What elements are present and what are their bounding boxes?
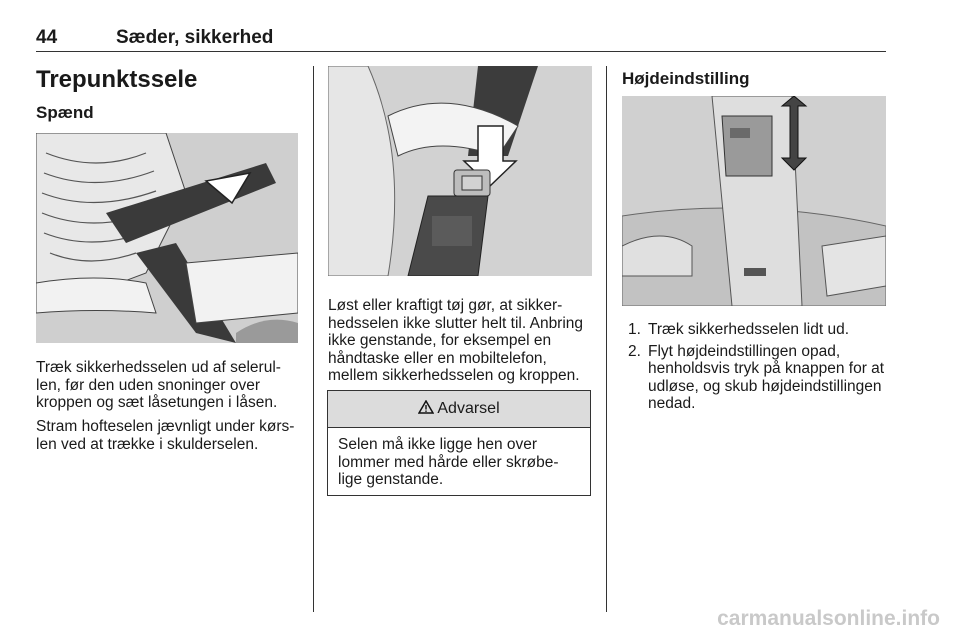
subheading-buckle: Spænd <box>36 103 94 122</box>
list-item: 2. Flyt højdeindstillingen opad, henholdsvis tryk på knappen for at udløse, og skub højdeindstillingen nedad. <box>628 342 885 412</box>
paragraph-buckle-instructions: Træk sikkerhedsselen ud af selerul- len, før den uden snoninger over kroppen og sæt låsetungen i låsen. <box>36 359 281 411</box>
section-title: Sæder, sikkerhed <box>116 27 274 48</box>
paragraph-clothing-warning: Løst eller kraftigt tøj gør, at sikker- hedsselen ikke slutter helt til. Anbring ikke genstande, for eksempel en håndtaske eller en mobiltelefon, mellem sikkerhedsselen og kroppen. <box>328 297 584 384</box>
warning-header <box>328 391 590 428</box>
list-item: 1. Træk sikkerhedsselen lidt ud. <box>628 321 850 338</box>
paragraph-tighten-belt: Stram hofteselen jævnligt under kørs- len ved at trække i skulderselen. <box>36 418 295 453</box>
figure-buckle-belt <box>36 133 298 343</box>
warning-triangle-icon <box>418 400 434 419</box>
figure-height-adjuster <box>622 96 886 306</box>
warning-title: Advarsel <box>437 400 500 417</box>
page-heading: Trepunktssele <box>36 66 198 93</box>
header-divider <box>36 51 886 52</box>
column-divider-1 <box>313 66 314 612</box>
steps-list <box>622 321 886 417</box>
column-divider-2 <box>606 66 607 612</box>
warning-box <box>327 390 591 496</box>
watermark: carmanualsonline.info <box>717 607 940 630</box>
page-number: 44 <box>36 27 58 48</box>
heading-height-adjustment: Højdeindstilling <box>622 69 750 88</box>
figure-buckle-closeup <box>328 66 592 276</box>
warning-body: Selen må ikke ligge hen over lommer med hårde eller skrøbe- lige genstande. <box>338 436 559 488</box>
